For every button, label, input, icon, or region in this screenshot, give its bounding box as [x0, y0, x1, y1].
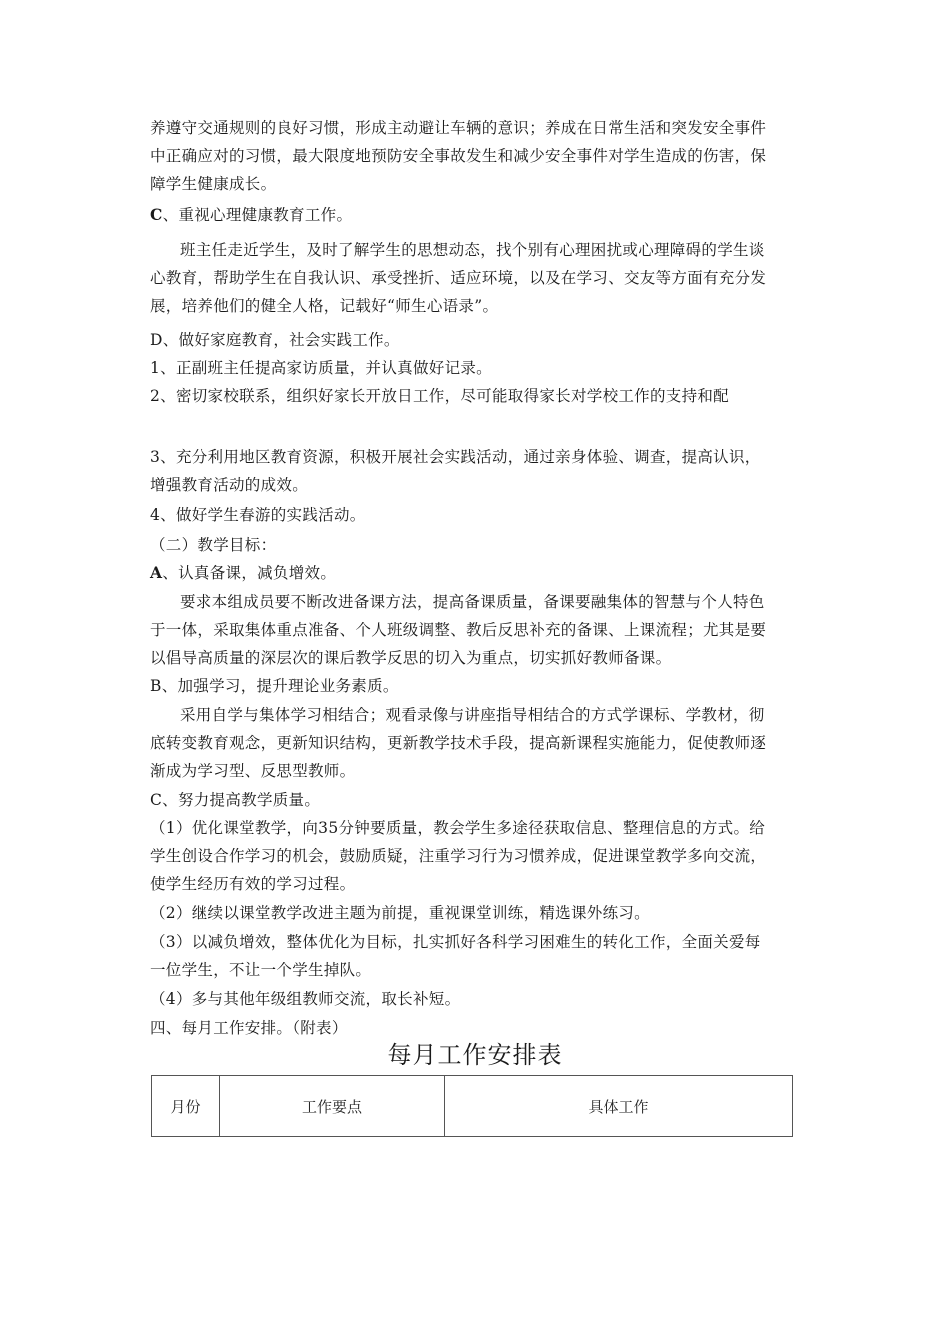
text-line: 展，培养他们的健全人格，记载好“师生心语录”。 — [150, 297, 499, 315]
text-line: 底转变教育观念，更新知识结构，更新教学技术手段，提高新课程实施能力，促使教师逐 — [150, 734, 767, 752]
text-line: 1、正副班主任提高家访质量，并认真做好记录。 — [150, 359, 492, 377]
text-line: （4）多与其他年级组教师交流，取长补短。 — [150, 990, 461, 1008]
text-line: （1）优化课堂教学，向35分钟要质量，教会学生多途径获取信息、整理信息的方式。给 — [150, 819, 766, 837]
table-header-row — [152, 1076, 793, 1137]
text-line: D、做好家庭教育，社会实践工作。 — [150, 331, 400, 349]
text-line: （二）教学目标： — [150, 536, 277, 554]
text-line: 要求本组成员要不断改进备课方法，提高备课质量，备课要融集体的智慧与个人特色 — [180, 593, 765, 611]
text-line: 中正确应对的习惯，最大限度地预防安全事故发生和减少安全事件对学生造成的伤害，保 — [150, 147, 767, 165]
text-line: 增强教育活动的成效。 — [150, 476, 309, 494]
text-line: （2）继续以课堂教学改进主题为前提，重视课堂训练，精选课外练习。 — [150, 904, 650, 922]
text-line: 渐成为学习型、反思型教师。 — [150, 762, 356, 780]
text-line: C、努力提高教学质量。 — [150, 791, 321, 809]
monthly-plan-table — [151, 1075, 793, 1137]
text-line: 以倡导高质量的深层次的课后教学反思的切入为重点，切实抓好教师备课。 — [150, 649, 672, 667]
text-line: 心教育，帮助学生在自我认识、承受挫折、适应环境，以及在学习、交友等方面有充分发 — [150, 269, 767, 287]
header-month: 月份 — [152, 1076, 220, 1137]
text-line: 班主任走近学生，及时了解学生的思想动态，找个别有心理困扰或心理障碍的学生谈 — [180, 241, 765, 259]
header-specific-work: 具体工作 — [445, 1076, 793, 1137]
text-line: 学生创设合作学习的机会，鼓励质疑，注重学习行为习惯养成，促进课堂教学多向交流， — [150, 847, 767, 865]
text-line: C、重视心理健康教育工作。 — [150, 205, 353, 224]
text-line: 3、充分利用地区教育资源，积极开展社会实践活动，通过亲身体验、调查，提高认识， — [150, 448, 761, 466]
text-line: 采用自学与集体学习相结合；观看录像与讲座指导相结合的方式学课标、学教材，彻 — [180, 706, 765, 724]
text-line: 一位学生，不让一个学生掉队。 — [150, 961, 372, 979]
text-line: 使学生经历有效的学习过程。 — [150, 875, 356, 893]
text-line: （3）以减负增效，整体优化为目标，扎实抓好各科学习困难生的转化工作，全面关爱每 — [150, 933, 761, 951]
text-line: A、认真备课，减负增效。 — [150, 563, 337, 582]
text-line: 养遵守交通规则的良好习惯，形成主动避让车辆的意识；养成在日常生活和突发安全事件 — [150, 119, 767, 137]
text-line: B、加强学习，提升理论业务素质。 — [150, 677, 399, 695]
text-line: 四、每月工作安排。（附表） — [150, 1019, 348, 1037]
header-key-points: 工作要点 — [220, 1076, 445, 1137]
text-line: 4、做好学生春游的实践活动。 — [150, 506, 366, 524]
text-line: 于一体，采取集体重点准备、个人班级调整、教后反思补充的备课、上课流程；尤其是要 — [150, 621, 767, 639]
text-line: 障学生健康成长。 — [150, 175, 277, 193]
text-line: 2、密切家校联系，组织好家长开放日工作，尽可能取得家长对学校工作的支持和配 — [150, 387, 729, 405]
table-title: 每月工作安排表 — [387, 1041, 563, 1069]
